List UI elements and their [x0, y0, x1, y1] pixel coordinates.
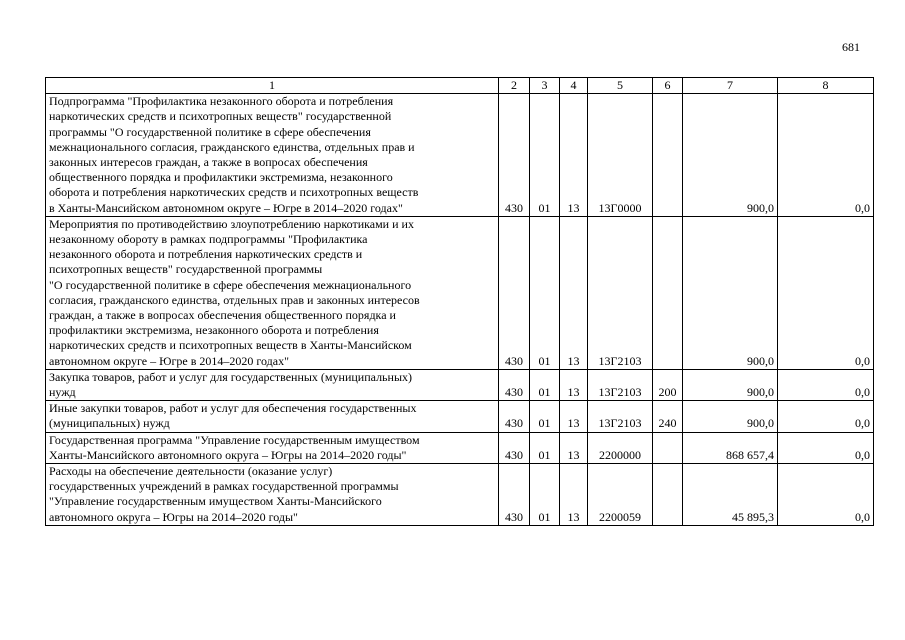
amount-2: 0,0: [778, 94, 874, 217]
row-description: Расходы на обеспечение деятельности (оказание услуг) государственных учреждений в рамках государственной программы "Управление государственным имуществом Ханты-Мансийского автономного округа – Югры на 2014–2020 годы": [46, 464, 499, 526]
header-cell: 4: [560, 78, 588, 94]
subsection-code: 13: [560, 216, 588, 369]
header-cell: 1: [46, 78, 499, 94]
expense-type-code: [653, 216, 683, 369]
header-cell: 7: [683, 78, 778, 94]
subsection-code: 13: [560, 432, 588, 463]
subsection-code: 13: [560, 464, 588, 526]
ministry-code: 430: [499, 464, 530, 526]
section-code: 01: [530, 216, 560, 369]
ministry-code: 430: [499, 369, 530, 400]
header-cell: 8: [778, 78, 874, 94]
header-cell: 5: [588, 78, 653, 94]
row-description: Государственная программа "Управление государственным имуществом Ханты-Мансийского автономного округа – Югры на 2014–2020 годы": [46, 432, 499, 463]
ministry-code: 430: [499, 432, 530, 463]
section-code: 01: [530, 401, 560, 432]
row-description: Подпрограмма "Профилактика незаконного оборота и потребления наркотических средств и психотропных веществ" государственной программы "О государственной политике в сфере обеспечения межнационального согласия, гражданского единства, отдельных прав и законных интересов граждан, а также в вопросах обеспечения общественного порядка и профилактики экстремизма, незаконного оборота и потребления наркотических средств и психотропных веществ в Ханты-Мансийском автономном округе – Югре в 2014–2020 годах": [46, 94, 499, 217]
section-code: 01: [530, 369, 560, 400]
amount-2: 0,0: [778, 369, 874, 400]
expense-type-code: 200: [653, 369, 683, 400]
amount-2: 0,0: [778, 216, 874, 369]
ministry-code: 430: [499, 401, 530, 432]
amount: 868 657,4: [683, 432, 778, 463]
budget-table: [45, 77, 874, 526]
section-code: 01: [530, 94, 560, 217]
amount: 900,0: [683, 94, 778, 217]
amount: 900,0: [683, 369, 778, 400]
expense-type-code: [653, 432, 683, 463]
table-row: [46, 401, 874, 432]
row-description: Мероприятия по противодействию злоупотреблению наркотиками и их незаконному обороту в рамках подпрограммы "Профилактика незаконного оборота и потребления наркотических средств и психотропных веществ" государственной программы "О государственной политике в сфере обеспечения межнационального согласия, гражданского единства, отдельных прав и законных интересов граждан, а также в вопросах обеспечения общественного порядка и профилактики экстремизма, незаконного оборота и потребления наркотических средств и психотропных веществ в Ханты-Мансийском автономном округе – Югре в 2014–2020 годах": [46, 216, 499, 369]
row-description: Иные закупки товаров, работ и услуг для обеспечения государственных (муниципальных) нужд: [46, 401, 499, 432]
header-row: [46, 78, 874, 94]
ministry-code: 430: [499, 216, 530, 369]
expense-type-code: [653, 94, 683, 217]
target-article-code: 13Г2103: [588, 216, 653, 369]
amount: 900,0: [683, 216, 778, 369]
expense-type-code: [653, 464, 683, 526]
amount-2: 0,0: [778, 464, 874, 526]
section-code: 01: [530, 432, 560, 463]
target-article-code: 2200000: [588, 432, 653, 463]
table-row: [46, 94, 874, 217]
header-cell: 3: [530, 78, 560, 94]
expense-type-code: 240: [653, 401, 683, 432]
header-cell: 2: [499, 78, 530, 94]
subsection-code: 13: [560, 94, 588, 217]
subsection-code: 13: [560, 401, 588, 432]
table-row: [46, 369, 874, 400]
ministry-code: 430: [499, 94, 530, 217]
target-article-code: 13Г2103: [588, 369, 653, 400]
target-article-code: 2200059: [588, 464, 653, 526]
amount-2: 0,0: [778, 401, 874, 432]
table-row: [46, 216, 874, 369]
amount: 900,0: [683, 401, 778, 432]
amount: 45 895,3: [683, 464, 778, 526]
row-description: Закупка товаров, работ и услуг для государственных (муниципальных) нужд: [46, 369, 499, 400]
section-code: 01: [530, 464, 560, 526]
header-cell: 6: [653, 78, 683, 94]
table-row: [46, 464, 874, 526]
subsection-code: 13: [560, 369, 588, 400]
amount-2: 0,0: [778, 432, 874, 463]
target-article-code: 13Г0000: [588, 94, 653, 217]
target-article-code: 13Г2103: [588, 401, 653, 432]
table-row: [46, 432, 874, 463]
page-number: 681: [842, 40, 860, 54]
